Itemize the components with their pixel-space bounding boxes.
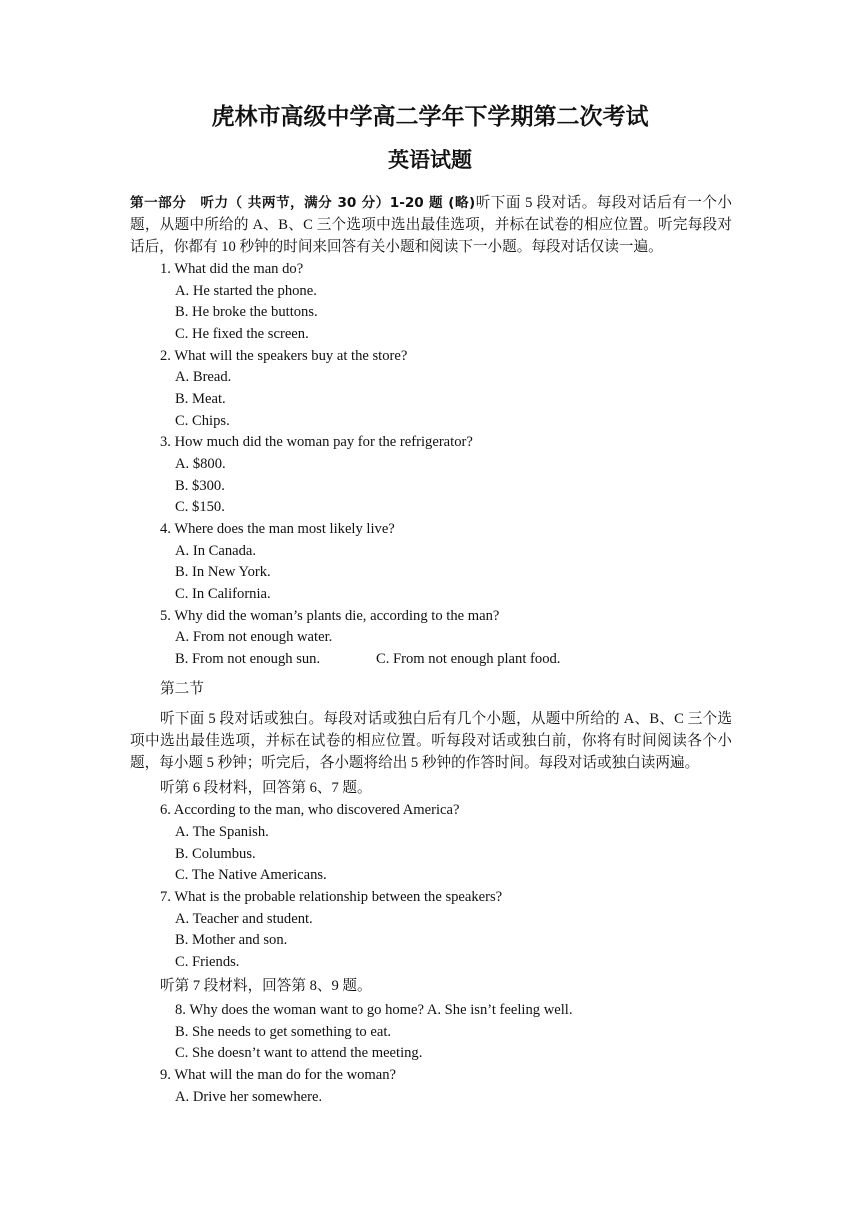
option-4c: C. In California.: [175, 586, 271, 602]
part1-instructions: 听下面 5 段对话。每段对话后有一个小题，从题中所给的 A、B、C 三个选项中选出最佳选项，并标在试卷的相应位置。听完每段对话后，你都有 10 秒钟的时间来回答有关小题和阅读下一小题。每段对话仅读一遍。: [130, 195, 732, 255]
section2-instructions: 听下面 5 段对话或独白。每段对话或独白后有几个小题，从题中所给的 A、B、C 三个选项中选出最佳选项，并标在试卷的相应位置。听每段对话或独白前，你将有时间阅读各个小题，每小题 5 秒钟；听完后，各小题将给出 5 秒钟的作答时间。每段对话或独白读两遍。: [130, 711, 732, 771]
option-6c: C. The Native Americans.: [175, 867, 327, 883]
material-7-note: 听第 7 段材料，回答第 8、9 题。: [160, 978, 372, 994]
option-2c: C. Chips.: [175, 413, 230, 429]
option-3a: A. $800.: [175, 456, 226, 472]
question-4: 4. Where does the man most likely live?: [160, 521, 395, 537]
option-4a: A. In Canada.: [175, 543, 257, 559]
question-2: 2. What will the speakers buy at the store?: [160, 348, 408, 364]
part1-intro: [130, 192, 732, 258]
option-5a: A. From not enough water.: [175, 629, 333, 645]
option-7b: B. Mother and son.: [175, 932, 288, 948]
option-6b: B. Columbus.: [175, 846, 256, 862]
option-1a: A. He started the phone.: [175, 283, 317, 299]
question-9: 9. What will the man do for the woman?: [160, 1067, 397, 1083]
question-1: 1. What did the man do?: [160, 261, 304, 277]
exam-subtitle: 英语试题: [388, 148, 472, 172]
option-6a: A. The Spanish.: [175, 824, 269, 840]
option-1c: C. He fixed the screen.: [175, 326, 309, 342]
exam-title: 虎林市高级中学高二学年下学期第二次考试: [211, 104, 649, 130]
option-8b: B. She needs to get something to eat.: [175, 1024, 392, 1040]
option-5b: B. From not enough sun.: [175, 651, 321, 667]
section2-label: 第二节: [160, 681, 204, 697]
option-5c: C. From not enough plant food.: [376, 651, 561, 667]
option-3c: C. $150.: [175, 499, 225, 515]
question-3: 3. How much did the woman pay for the refrigerator?: [160, 434, 473, 450]
question-5: 5. Why did the woman’s plants die, according to the man?: [160, 608, 500, 624]
material-6-note: 听第 6 段材料，回答第 6、7 题。: [160, 780, 372, 796]
question-8-line: [175, 999, 573, 1021]
question-7: 7. What is the probable relationship between the speakers?: [160, 889, 503, 905]
option-2b: B. Meat.: [175, 391, 226, 407]
option-9a: A. Drive her somewhere.: [175, 1089, 323, 1105]
question-8: 8. Why does the woman want to go home?: [175, 1002, 424, 1018]
part1-heading: 第一部分 听力（ 共两节，满分 30 分）1-20 题 (略): [130, 195, 476, 211]
option-7c: C. Friends.: [175, 954, 240, 970]
option-8a: A. She isn’t feeling well.: [426, 1002, 573, 1018]
option-1b: B. He broke the buttons.: [175, 304, 318, 320]
option-8c: C. She doesn’t want to attend the meeting.: [175, 1045, 423, 1061]
option-3b: B. $300.: [175, 478, 225, 494]
option-4b: B. In New York.: [175, 564, 271, 580]
option-2a: A. Bread.: [175, 369, 232, 385]
question-6: 6. According to the man, who discovered America?: [160, 802, 460, 818]
option-7a: A. Teacher and student.: [175, 911, 313, 927]
